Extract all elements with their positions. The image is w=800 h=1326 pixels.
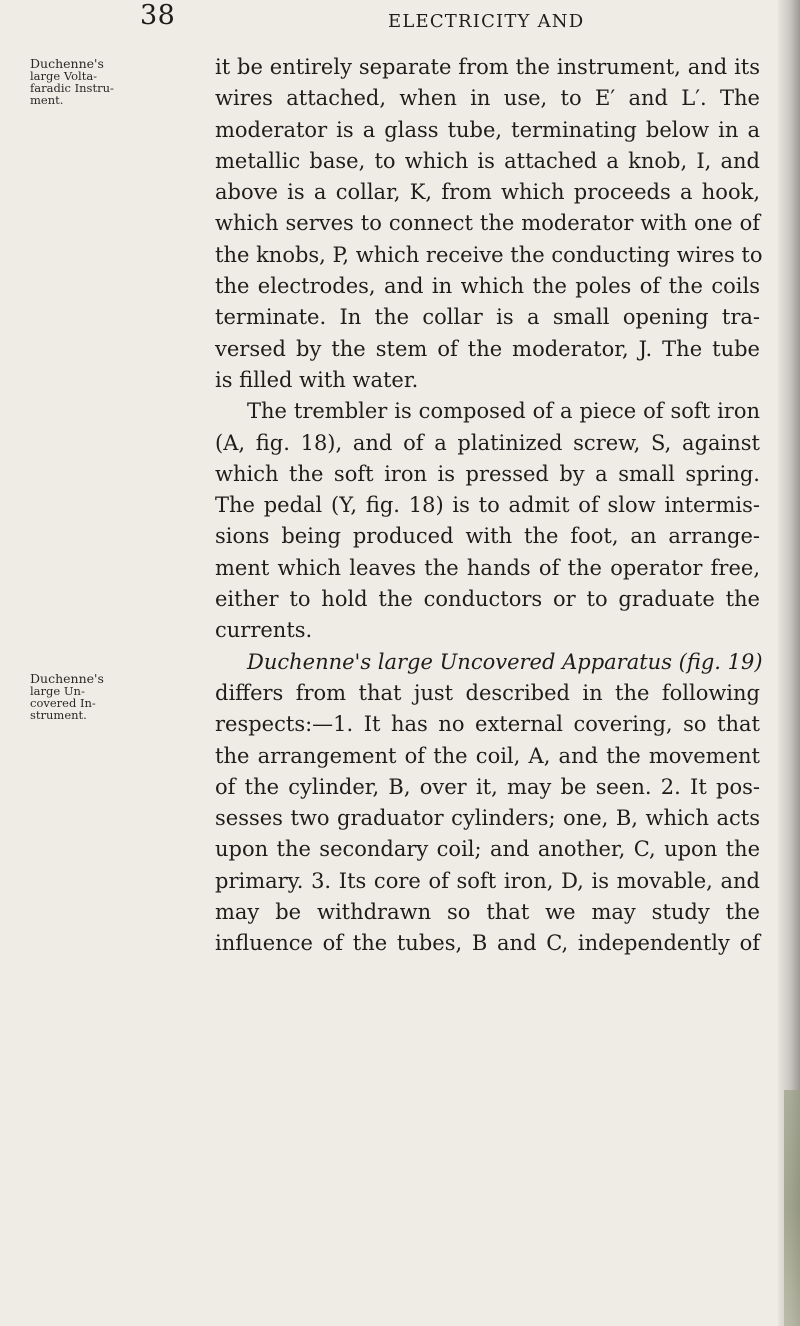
text-line: Duchenne's large Uncovered Apparatus (fig. 19)	[247, 649, 763, 674]
text-line: The trembler is composed of a piece of soft iron	[247, 399, 760, 424]
text-line: which the soft iron is pressed by a small spring.	[215, 461, 760, 486]
sidenote-uncovered	[30, 673, 126, 721]
page-edge-stain	[784, 1090, 800, 1326]
text-line: is filled with water.	[215, 367, 419, 392]
text-line: the arrangement of the coil, A, and the movement	[215, 743, 760, 768]
text-line: sesses two graduator cylinders; one, B, which acts	[215, 806, 760, 831]
sidenote-line: strument.	[30, 708, 87, 722]
text-line: currents.	[215, 618, 313, 643]
text-line: above is a collar, K, from which proceeds a hook,	[215, 180, 760, 205]
sidenote-line: large Volta-	[30, 69, 98, 83]
text-line: moderator is a glass tube, terminating below in a	[215, 117, 760, 142]
page-number: 38	[140, 0, 176, 31]
text-line: which serves to connect the moderator with one of	[215, 211, 760, 236]
text-line: influence of the tubes, B and C, independently of	[215, 931, 760, 956]
sidenote-line: large Un-	[30, 684, 85, 698]
text-line: ment which leaves the hands of the operator free,	[215, 555, 760, 580]
text-line: terminate. In the collar is a small opening tra-	[215, 305, 760, 330]
text-line: the knobs, P, which receive the conducting wires to	[215, 242, 763, 267]
text-line: upon the secondary coil; and another, C, upon the	[215, 837, 760, 862]
text-line: of the cylinder, B, over it, may be seen. 2. It pos-	[215, 774, 760, 799]
text-line: versed by the stem of the moderator, J. The tube	[215, 336, 760, 361]
page-header	[0, 0, 800, 60]
text-line: may be withdrawn so that we may study the	[215, 900, 760, 925]
text-line: (A, fig. 18), and of a platinized screw, S, against	[215, 430, 760, 455]
sidenote-volta-faradic	[30, 58, 126, 106]
sidenote-line: Duchenne's	[30, 56, 104, 71]
text-line: either to hold the conductors or to graduate the	[215, 587, 760, 612]
body-text	[215, 52, 763, 960]
text-line: primary. 3. Its core of soft iron, D, is movable, and	[215, 868, 760, 893]
text-line: respects:—1. It has no external covering, so that	[215, 712, 760, 737]
text-line: The pedal (Y, fig. 18) is to admit of slow intermis-	[215, 493, 760, 518]
text-line: sions being produced with the foot, an arrange-	[215, 524, 760, 549]
sidenote-line: covered In-	[30, 696, 96, 710]
text-line: it be entirely separate from the instrument, and its	[215, 55, 760, 79]
text-line: metallic base, to which is attached a knob, I, and	[215, 148, 760, 173]
text-line: differs from that just described in the following	[215, 680, 760, 705]
text-line: the electrodes, and in which the poles of the coils	[215, 274, 760, 299]
sidenote-line: faradic Instru-	[30, 81, 114, 95]
text-line: wires attached, when in use, to E′ and L′. The	[215, 86, 760, 111]
sidenote-line: Duchenne's	[30, 671, 104, 686]
sidenote-line: ment.	[30, 93, 64, 107]
running-head: ELECTRICITY AND	[388, 11, 585, 32]
